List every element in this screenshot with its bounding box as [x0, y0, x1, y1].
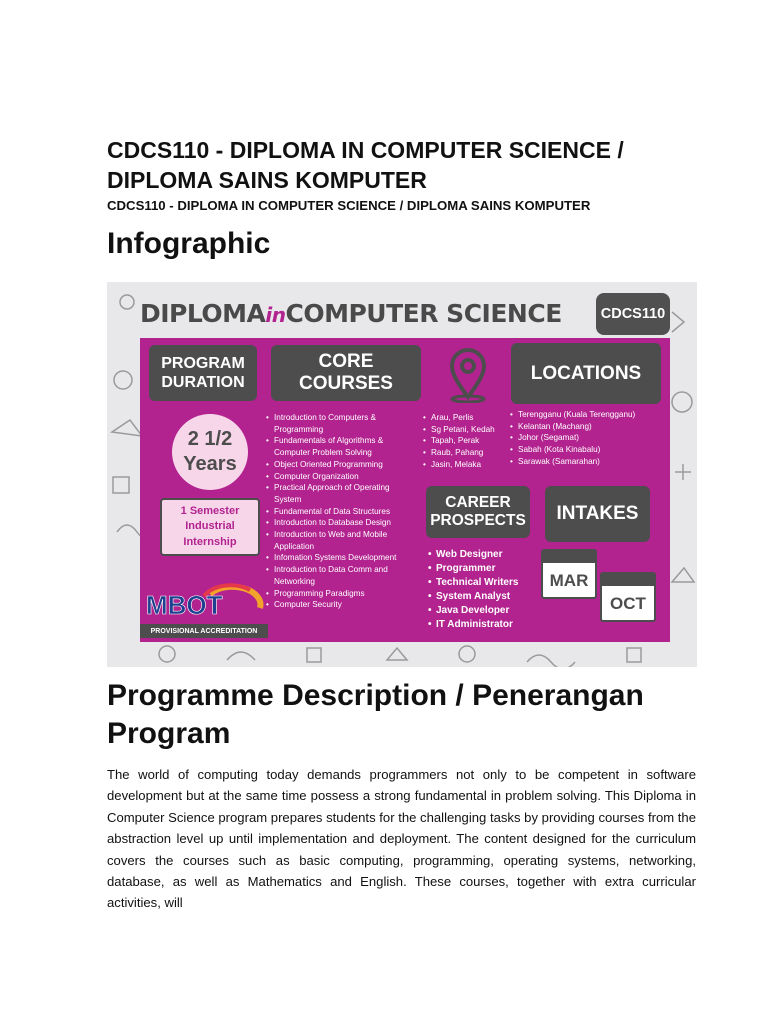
list-item: • Kelantan (Machang) — [510, 421, 660, 433]
list-item: • Arau, Perlis — [423, 412, 513, 424]
list-item: • Fundamental of Data Structures — [266, 506, 418, 518]
page-title: CDCS110 - DIPLOMA IN COMPUTER SCIENCE / DIPLOMA SAINS KOMPUTER — [107, 137, 624, 193]
list-item: • Java Developer — [428, 604, 548, 618]
list-item: • Introduction to Computers & Programming — [266, 412, 418, 435]
intake-month: OCT — [610, 594, 646, 613]
list-item: • Introduction to Data Comm and Networking — [266, 564, 418, 587]
program-duration-label: PROGRAM DURATION — [149, 345, 257, 401]
list-item: • Sabah (Kota Kinabalu) — [510, 444, 660, 456]
intake-calendar-oct — [600, 572, 656, 622]
intake-calendar-mar — [541, 549, 597, 599]
list-item: • Fundamentals of Algorithms & Computer Problem Solving — [266, 435, 418, 458]
description-body: The world of computing today demands programmers not only to be competent in software development but at the same time possess a strong fundamental in problem solving. This Diploma in Computer Science program prepares students for the challenging tasks by providing courses from the abstraction level up until implementation and deployment. The content designed for the curriculum covers the courses such as basic computing, programming, operating systems, networking, database, as well as Mathematics and English. These courses, together with extra curricular activities, will — [107, 767, 696, 911]
duration-unit: Years — [183, 453, 237, 475]
infographic-heading: Infographic — [107, 227, 271, 260]
list-item: • Computer Organization — [266, 471, 418, 483]
locations-list-1 — [423, 412, 513, 471]
list-item: • Web Designer — [428, 548, 548, 562]
intakes-label: INTAKES — [545, 486, 650, 542]
internship-box: 1 Semester Industrial Internship — [160, 498, 260, 556]
list-item: • Sg Petani, Kedah — [423, 424, 513, 436]
list-item: • Practical Approach of Operating System — [266, 482, 418, 505]
list-item: • Infomation Systems Development — [266, 552, 418, 564]
locations-list-2 — [510, 409, 660, 468]
duration-value: 2 1/2 — [187, 428, 233, 450]
page-subtitle: CDCS110 - DIPLOMA IN COMPUTER SCIENCE / DIPLOMA SAINS KOMPUTER — [107, 198, 591, 213]
list-item: • Johor (Segamat) — [510, 432, 660, 444]
infographic-panel — [140, 338, 670, 642]
infographic-title: DIPLOMAinCOMPUTER SCIENCE — [140, 299, 562, 328]
mbot-logo-text: MBOT — [146, 590, 223, 620]
program-code-badge: CDCS110 — [596, 293, 670, 335]
list-item: • Tapah, Perak — [423, 435, 513, 447]
list-item: • Raub, Pahang — [423, 447, 513, 459]
duration-circle — [172, 414, 248, 490]
list-item: • Terengganu (Kuala Terengganu) — [510, 409, 660, 421]
list-item: • System Analyst — [428, 590, 548, 604]
list-item: • Jasin, Melaka — [423, 459, 513, 471]
infographic-image — [107, 282, 697, 667]
list-item: • Programming Paradigms — [266, 588, 418, 600]
list-item: • Computer Security — [266, 599, 418, 611]
career-list — [428, 548, 548, 632]
list-item: • Technical Writers — [428, 576, 548, 590]
location-pin-icon — [446, 347, 490, 403]
list-item: • Sarawak (Samarahan) — [510, 456, 660, 468]
core-courses-list — [266, 412, 418, 611]
list-item: • Introduction to Database Design — [266, 517, 418, 529]
list-item: • IT Administrator — [428, 618, 548, 632]
intake-month: MAR — [549, 571, 589, 590]
accreditation-label: PROVISIONAL ACCREDITATION — [140, 624, 268, 638]
core-courses-label: CORE COURSES — [271, 345, 421, 401]
locations-label: LOCATIONS — [511, 343, 661, 404]
list-item: • Object Oriented Programming — [266, 459, 418, 471]
career-prospects-label: CAREER PROSPECTS — [426, 486, 530, 538]
description-heading: Programme Description / Penerangan Program — [107, 679, 644, 750]
list-item: • Programmer — [428, 562, 548, 576]
list-item: • Introduction to Web and Mobile Application — [266, 529, 418, 552]
